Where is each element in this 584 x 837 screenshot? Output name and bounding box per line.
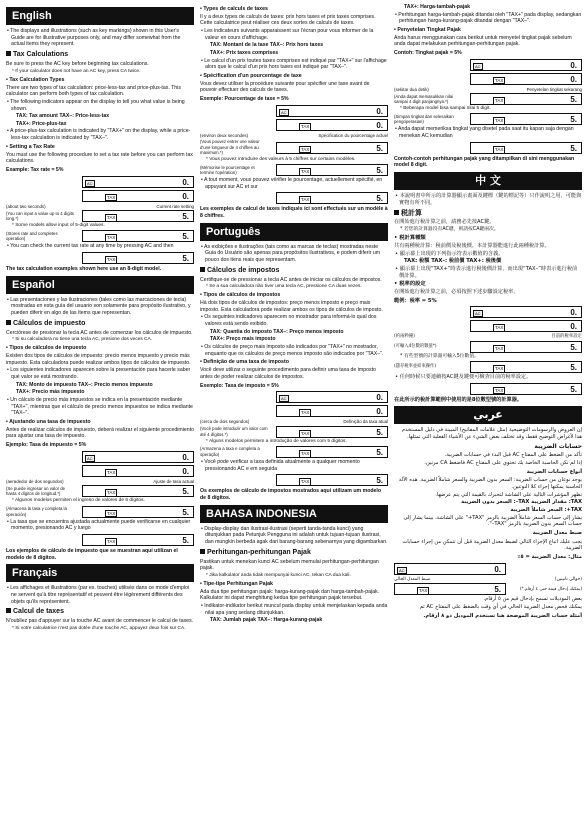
paragraph: 在開始進行稅計算之前，請務必先按AC鍵。 — [394, 219, 495, 226]
tax-indicator: TAX — [419, 588, 428, 594]
bullet: • 任何時候只要連續按AC鍵及鍵便可檢查目前的稅率設定。 — [394, 374, 582, 381]
tax-indicator: TAX — [301, 450, 310, 456]
column-right — [394, 4, 582, 621]
note: * Si su calculadora no tiene una tecla AC, presione dos veces CA. — [6, 337, 194, 343]
display-value: 5. — [570, 342, 577, 352]
tax-indicator: TAX — [107, 510, 116, 516]
bullet: • Anda dapat memeriksa tingkat yang disetel pada saat itu kapan saja dengan menekan AC kemudian — [394, 126, 582, 139]
display-note: (Vous pouvez entrer une valeur d'une longueur de 4 chiffres au maximum.*) — [200, 139, 260, 156]
tax-indicator: TAX — [495, 146, 504, 152]
calculator-display — [470, 113, 582, 125]
tax-indicator: TAX — [107, 235, 116, 241]
tax-indicator: TAX — [495, 325, 504, 331]
calculator-display — [276, 426, 388, 438]
section-title: Perhitungan-perhitungan Pajak — [200, 549, 388, 558]
ac-key-icon: AC — [281, 396, 287, 402]
display-row — [200, 164, 388, 176]
calculator-display — [470, 59, 582, 71]
note: * 若您的計算器沒有AC鍵，則請按CA鍵兩次。 — [394, 227, 582, 233]
calculator-display — [276, 164, 388, 176]
bullet: تظهر المؤشرات التالية على الشاشة لتخبرك بالقيمة التي يتم عرضها. — [435, 491, 582, 498]
bullet: • Los siguientes indicadores aparecen sobre la presentación para hacerle saber qué valor se está mostrando. — [6, 367, 194, 380]
section-title: Cálculos de impuesto — [6, 320, 194, 329]
paragraph: You must use the following procedure to set a tax rate before you can perform tax calculations. — [6, 151, 193, 165]
note: بعض الموديلات تسمح بإدخال قيم من ٥ أرقام. — [483, 596, 582, 603]
calculator-display — [470, 73, 582, 85]
indicator-line: TAX+: Price-plus-tax — [16, 120, 67, 127]
ac-key-icon: AC — [475, 63, 481, 69]
caption-right: Penyetelan tingkat sekarang — [526, 86, 582, 92]
ac-key-icon: AC — [399, 567, 405, 573]
tax-indicator: TAX — [495, 118, 504, 124]
calculator-display — [82, 465, 194, 477]
display-caption — [394, 577, 582, 583]
intro-text: • Display-display dan ilustrasi-ilustrasi (seperti tanda-tanda kunci) yang ditunjukkan pada Petunjuk Pengguna ini adalah untuk tujuan-tujuan ilustrasi, dan mungkin berbeda agak dari barang-barang sebenarnya yang digambarkan. — [200, 526, 388, 546]
tax-indicator: TAX — [301, 197, 310, 203]
paragraph: 共有兩種稅計算：稅前價及稅後價。本計算器能進行此兩種稅計算。 — [394, 242, 550, 249]
subsection-title: • 税計算種類 — [394, 235, 582, 242]
caption-right: Definição da taxa atual — [343, 419, 388, 425]
paragraph: Il y a deux types de calculs de taxes: prix hors taxes et prix taxes comprises. Cette calculatrice peut réaliser ces deux sortes de calculs de taxes. — [200, 13, 376, 27]
caption-left: (حوالي ثانيتين) — [554, 576, 582, 582]
indicator-line: TAX: Jumlah pajak TAX–: Harga-kurang-pajak — [210, 617, 323, 624]
example-title: Example: Tax rate = 5% — [6, 166, 64, 173]
calculator-display — [470, 320, 582, 332]
example-title: Ejemplo: Tasa de impuesto = 5% — [6, 442, 87, 449]
indicator-line: TAX+: السعر شاملاً الضريبة — [510, 507, 582, 514]
note: * Some models allow input of 5-digit values. — [6, 223, 194, 229]
display-row — [394, 341, 582, 353]
caption-left: (約兩秒鐘) — [394, 334, 415, 340]
indicator-line: TAX: Montant de la taxe TAX–: Prix hors taxes — [210, 42, 324, 49]
tax-indicator: TAX — [301, 479, 310, 485]
indicator-line: TAX+: Precio más impuesto — [16, 389, 85, 396]
indicator-line: TAX: 稅額 TAX–: 稅前價 TAX+: 稅後價 — [404, 258, 502, 265]
display-value: 0. — [494, 564, 501, 574]
calculator-display — [276, 105, 388, 117]
calculator-display — [276, 446, 388, 458]
section-title: Cálculos de impostos — [200, 267, 388, 276]
indicator-line: TAX: Tax amount TAX–: Price-less-tax — [16, 113, 110, 120]
intro-text: • Les affichages et illustrations (par ex. touches) utilisés dans ce mode d'emploi ne servent qu'à titre représentatif et peuvent être légèrement différents des objets qu'ils représentent. — [6, 585, 194, 605]
subsection-title: أنواع حسابات الضريبة — [526, 468, 582, 475]
note: * Alguns modelos permitem a introdução de valores com 5 dígitos. — [200, 439, 388, 445]
calculator-display — [82, 230, 194, 242]
bullet: • Les indicateurs suivants apparaissent sur l'écran pour vous informer de la valeur en cours d'affichage. — [200, 28, 388, 41]
paragraph: تأكد من الضغط على المفتاح AC قبل البدء في حسابات الضريبة. — [444, 452, 582, 459]
caption-right: Current rate setting — [156, 203, 194, 209]
example-title: مثال: معدل الضريبة = ٥٪ — [517, 553, 582, 560]
paragraph: Vous devez utiliser la procédure suivante pour spécifier une taxe avant de pouvoir effectuer des calculs de taxes. — [200, 80, 370, 94]
display-row — [6, 506, 194, 518]
paragraph: Você deve utilizar o seguinte procedimento para definir uma taxa de imposto antes de poder realizar cálculos de impostos. — [200, 367, 376, 380]
display-value: 5. — [376, 143, 383, 153]
bullet: • Indikator-indikator berikut muncul pada display untuk menjelaskan kepada anda nilai apa yang sedang ditunjukkan. — [200, 603, 388, 616]
display-value: 5. — [182, 535, 189, 545]
paragraph: Be sure to press the AC key before beginning tax calculations. — [6, 61, 149, 67]
subsection-title: • Spécification d'un pourcentage de taxe — [200, 73, 388, 80]
column-left — [6, 4, 194, 633]
display-value: 5. — [376, 476, 383, 486]
subsection-title: • 税率的設定 — [394, 281, 582, 288]
display-caption — [200, 133, 388, 139]
display-value: 5. — [182, 232, 189, 242]
paragraph: Antes de realizar cálculos de impuesto, deberá realizar el siguiente procedimiento para ajustar una tasa de impuesto. — [6, 426, 195, 440]
note: * Jika kalkulator anda tidak mempunyai kunci AC, tekan CA dua kali. — [200, 573, 388, 579]
calculator-display — [82, 506, 194, 518]
caption-left: (aeradedor de dos segundos) — [6, 478, 64, 484]
example-title: 範例：稅率 = 5% — [394, 297, 437, 304]
bullet: • You can check the current tax rate at any time by pressing AC and then — [6, 243, 194, 250]
calculator-display — [82, 451, 194, 463]
caption-left: (sekitar dua detik) — [394, 86, 429, 92]
display-value: 5. — [570, 95, 577, 105]
note: * If your calculator does not have an AC key, press CA twice. — [6, 69, 194, 75]
bullet: • The following indicators appear on the display to tell you what value is being shown. — [6, 99, 194, 112]
paragraph: 在開始進行稅計算之前，必須按照下述步驟設定稅率。 — [394, 289, 519, 296]
subsection-title: • Tax Calculation Types — [6, 77, 194, 84]
closing-note: أمثلة حساب الضريبة الموضحة هنا تستخدم الموديل ذو ٨ أرقام. — [423, 612, 582, 619]
display-row — [394, 361, 582, 373]
bullet: • Perhitungan harga-tambah-pajak ditandai oleh "TAX+" pada display, sedangkan perhitungan harga-kurang-pajak ditandai dengan "TAX–". — [394, 12, 582, 25]
display-value: 0. — [182, 177, 189, 187]
subsection-title: • Penyetelan Tingkat Pajak — [394, 27, 582, 34]
calculator-display — [276, 391, 388, 403]
display-value: 0. — [376, 393, 383, 403]
calculator-display — [470, 341, 582, 353]
section-header-francais: Français — [6, 564, 194, 582]
tax-indicator: TAX — [107, 194, 116, 200]
closing-note: Los ejemplos de cálculo de impuesto que se muestran aquí utilizan el modelo de 8 dígitos. — [6, 547, 178, 561]
paragraph: There are two types of tax calculation: price-less-tax and price-plus-tax. This calculator can perform both types of tax calculation. — [6, 84, 181, 98]
ac-key-icon: AC — [281, 109, 287, 115]
example-title: Contoh: Tingkat pajak = 5% — [394, 50, 462, 57]
section-header-portugues: Português — [200, 223, 388, 241]
tax-indicator: TAX — [495, 387, 504, 393]
calculator-display — [276, 474, 388, 486]
section-header-espanol: Español — [6, 276, 194, 294]
calculator-display — [470, 142, 582, 154]
ac-key-icon: AC — [87, 180, 93, 186]
section-header-bahasa: BAHASA INDONESIA — [200, 505, 388, 523]
intro-text: • As exibições e ilustrações (tais como as marcas de teclas) mostradas neste Guia do Usuário são apenas para propósitos ilustrativos, e podem diferir um pouco dos itens reais que representam. — [200, 244, 388, 264]
tax-indicator: TAX — [301, 123, 310, 129]
tax-indicator: TAX — [495, 77, 504, 83]
indicator-line: TAX+: Preço mais imposto — [210, 336, 276, 343]
bullet: يمكنك فحص معدل الضريبة الحالي في أي وقت بالضغط على المفتاح AC ثم — [419, 603, 582, 610]
calculator-display — [470, 306, 582, 318]
display-value: 5. — [376, 166, 383, 175]
display-row — [6, 485, 194, 497]
paragraph: يجب عليك اتباع الإجراء التالي لضبط معدل الضريبة قبل أن تتمكن من إجراء حسابات الضريبة. — [402, 538, 582, 552]
intro-text: • The displays and illustrations (such as key markings) shown in this User's Guide are for illustrative purposes only, and may differ somewhat from the actual items they represent. — [6, 28, 194, 48]
example-title: Exemple: Pourcentage de taxe = 5% — [200, 96, 289, 103]
closing-note: Os exemplos de cálculo de impostos mostrados aqui utilizam um modelo de 8 dígitos. — [200, 488, 382, 501]
caption-right: ضبط المعدل الحالي — [394, 576, 431, 582]
closing-note: 在此所示的稅計算範例中使用的是8位數型號的計算器。 — [394, 396, 523, 403]
tax-indicator: TAX — [301, 410, 310, 416]
paragraph: Pastikan untuk menekan kunci AC sebelum memulai perhitungan-perhitungan pajak. — [200, 558, 379, 572]
closing-note: Contoh-contoh perhitungan pajak yang ditampilkan di sini menggunakan model 8 digit. — [394, 155, 575, 169]
closing-note: The tax calculation examples shown here use an 8-digit model. — [6, 265, 162, 272]
display-row — [200, 426, 388, 438]
subsection-title: • Ajustando una tasa de impuesto — [6, 419, 194, 426]
display-note: (儲存稅率並結束操作) — [394, 364, 437, 370]
display-value: 5. — [182, 487, 189, 497]
subsection-title: • Tipos de cálculos de impuesto — [6, 345, 194, 352]
section-header-chinese: 中 文 — [394, 172, 582, 190]
calculator-display — [276, 142, 388, 154]
calculator-display — [276, 119, 388, 131]
paragraph: Existen dos tipos de cálculos de impuesto: precio menos impuesto y precio más impuesto. Esta calculadora puede realizar ambos tipos de cálculos de impuesto. — [6, 353, 191, 366]
tax-indicator: TAX — [301, 169, 310, 174]
paragraph: Certifique-se de pressionar a tecla AC antes de iniciar os cálculos de impostos. — [200, 276, 382, 283]
tax-indicator: TAX — [495, 345, 504, 351]
calculator-display — [82, 190, 194, 202]
column-middle — [200, 4, 388, 625]
display-note: (Se puede ingresar un valor de hasta 4 dígitos de longitud.*) — [6, 485, 66, 497]
display-value: 0. — [182, 452, 189, 462]
tax-indicator: TAX — [107, 469, 116, 475]
display-value: 5. — [494, 585, 501, 595]
note: * Beberapa model bisa sampai nilai 5 digit. — [394, 106, 582, 112]
subsection-title: • Types de calculs de taxes — [200, 6, 388, 13]
indicator-line: TAX+: Prix taxes comprises — [210, 50, 279, 57]
bullet: • A tout moment, vous pouvez vérifier le pourcentage, actuellement spécifié, en appuyant sur AC et sur — [200, 177, 388, 190]
display-row — [6, 210, 194, 222]
display-note: (Você pode introduzir um valor com até 4 dígitos.*) — [200, 426, 268, 437]
display-value: 5. — [570, 115, 577, 125]
section-title: 税計算 — [394, 209, 582, 218]
bullet: • Os cálculos de preço mais imposto são indicados por "TAX+" no mostrador, enquanto que os cálculos de preço menos imposto são indicados por "TAX–". — [200, 344, 388, 357]
display-note: (يمكنك إدخال قيمة حتى ٤ أرقام.*) — [519, 586, 582, 592]
display-value: 5. — [376, 447, 383, 457]
paragraph: Cerciórese de presionar la tecla AC antes de comenzar los cálculos de impuesto. — [6, 329, 193, 336]
display-value: 0. — [570, 308, 577, 318]
display-value: 0. — [182, 466, 189, 476]
indicator-line: TAX: مقدار الضريبة TAX–: السعر بدون الضريبة — [461, 499, 582, 506]
display-note: (Mémorise le pourcentage et termine l'opération) — [200, 164, 255, 175]
paragraph: Anda harus menggunakan cara berikut untuk menyetel tingkat pajak sebelum anda dapat melakukan perhitungan-perhitungan pajak. — [394, 34, 572, 48]
display-caption — [394, 334, 582, 340]
tax-indicator: TAX — [495, 366, 504, 372]
note: * Vous pouvez introduire des valeurs à 5 chiffres sur certains modèles. — [200, 157, 388, 163]
section-header-arabic: عربي — [394, 406, 582, 424]
display-value: 5. — [182, 212, 189, 222]
intro-text: إن العروض والرسومات التوضيحية (مثل علامات المفاتيح) المبينة في دليل المستخدم هذا لأغراض التوضيح فقط، وقد تختلف بعض الشيء عن الأشياء الفعلية التي تمثلها. — [401, 427, 582, 441]
ac-key-icon: AC — [87, 455, 93, 461]
calculator-display — [470, 93, 582, 105]
display-value: 0. — [376, 407, 383, 417]
note: * Si votre calculatrice n'est pas dotée d'une touche AC, appuyez deux fois sur CA. — [6, 626, 194, 632]
intro-text: • Las presentaciones y las ilustraciones (tales como las marcaciones de tecla) mostradas en esta guía del usuario son solamente para propósito ilustrativo, y pueden diferir en algo de las ítems que representan. — [6, 297, 194, 317]
subsection-title: • Tipe-tipe Perhitungan Pajak — [200, 581, 388, 588]
bullet: • Un cálculo de precio más impuestos se indica en la presentación mediante "TAX+", mientras que el cálculo de precio menos impuestos se indica mediante "TAX–". — [6, 397, 194, 417]
calculator-display — [276, 405, 388, 417]
display-caption — [200, 419, 388, 425]
bullet: • Você pode verificar a taxa definida atualmente a qualquer momento pressionando AC e em seguida — [200, 459, 388, 472]
caption-left: (environ deux secondes) — [200, 132, 249, 138]
section-title: حسابات الضريبة — [534, 442, 582, 450]
calculator-display — [394, 563, 506, 575]
paragraph: يوجد نوعان من حساب الضريبة: السعر بدون الضريبة والسعر شاملاً الضريبة. هذه الآلة الحاسبة يمكنها إجراء كلا النوعين. — [398, 477, 582, 491]
bullet: • 顯示幕上出現的下列指示符表示數值的含義。 — [394, 251, 582, 258]
display-note: (Anda dapat memasukkan nilai sampai 4 digit panjangnya.*) — [394, 93, 453, 105]
caption-left: (about two seconds) — [6, 203, 46, 209]
display-caption — [394, 87, 582, 93]
section-title: Tax Calculations — [6, 51, 194, 60]
display-row — [6, 230, 194, 242]
bullet: • A price-plus-tax calculation is indicated by "TAX+" on the display, while a price-less-tax calculation is indicated by "TAX–". — [6, 128, 194, 141]
bullet: • Os seguintes indicadores aparecem no mostrador para informá-lo qual dos valores está sendo exibido. — [200, 314, 388, 327]
display-row — [394, 113, 582, 125]
note: إذا لم تكن الحاسبة الخاصة بك تحتوي على المفتاح AC فاضغط CA مرتين. — [424, 460, 582, 467]
display-note: (Armazena a taxa e completa a operação) — [200, 446, 260, 457]
section-header-english: English — [6, 7, 194, 25]
tax-indicator: TAX — [301, 146, 310, 152]
indicator-line: TAX+: Harga-tambah-pajak — [404, 4, 471, 10]
section-title: Calcul de taxes — [6, 608, 194, 617]
indicator-line: TAX: Quantia do imposto TAX–: Preço menos imposto — [210, 328, 344, 335]
calculator-display — [82, 176, 194, 188]
caption-right: Ajuste de tasa actual — [153, 478, 194, 484]
display-value: 5. — [376, 427, 383, 437]
display-value: 0. — [376, 120, 383, 130]
tax-indicator: TAX — [495, 98, 504, 104]
display-value: 5. — [570, 363, 577, 373]
caption-right: Spécification du pourcentage actuel — [318, 132, 388, 138]
subsection-title: • Tipos de cálculos de impostos — [200, 292, 388, 299]
subsection-title: • Definição de uma taxa de imposto — [200, 359, 388, 366]
display-note: (Stores rate and completes operation) — [6, 230, 58, 242]
calculator-display — [394, 583, 506, 595]
calculator-display — [276, 192, 388, 204]
caption-left: (cerca de dois segundos) — [200, 419, 250, 425]
tax-indicator: TAX — [107, 538, 116, 544]
caption-right: 目前的稅率設定 — [551, 334, 582, 340]
note: * 有些型號的計算器可輸入5位數值。 — [394, 354, 582, 360]
display-note: (可輸入4位數的數值*) — [394, 344, 437, 350]
intro-text: • 本說明書中所示的計算器顯示畫面及鍵標（鍵的標記等）只作說明之用，可能與實物有所不同。 — [394, 193, 582, 206]
ac-key-icon: AC — [475, 311, 481, 317]
display-value: 5. — [376, 194, 383, 204]
bullet: • 顯示幕上出現“TAX+”時表示進行稅後價計算，而出現“TAX–”時表示進行稅前價計算。 — [394, 266, 582, 279]
display-row — [200, 139, 388, 156]
bullet: • La tasa que se encuentra ajustada actualmente puede verificarse en cualquier momento, presionando AC y luego — [6, 519, 194, 532]
display-value: 0. — [376, 106, 383, 116]
display-row — [394, 583, 582, 595]
calculator-display — [82, 252, 194, 264]
tax-indicator: TAX — [107, 490, 116, 496]
closing-note: Les exemples de calcul de taxes indiqués ici sont effectués sur un modèle à 8 chiffres. — [200, 206, 388, 219]
indicator-line: TAX: Monto de impuesto TAX–: Precio menos impuesto — [16, 381, 153, 388]
display-caption — [6, 479, 194, 485]
bullet: • Le calcul d'un prix toutes taxes comprises est indiqué par "TAX+" sur l'affichage alors que le calcul d'un prix hors taxes est indiqué par "TAX–". — [200, 58, 388, 71]
display-note: (You can input a value up to 4 digits long.*) — [6, 210, 74, 222]
paragraph: Ada dua tipe perhitungan pajak: harga-kurang-pajak dan harga-tambah-pajak. Kalkulator ini dapat menghitung kedua tipe perhitungan pajak tersebut. — [200, 588, 380, 602]
note: * Algunos modelos permiten el ingreso de valores de 5 dígitos. — [6, 498, 194, 504]
display-note: (Simpan tingkat dan selesaikan pengoperasian) — [394, 113, 454, 125]
display-value: 0. — [570, 60, 577, 70]
example-title: Exemplo: Taxa de imposto = 5% — [200, 382, 279, 389]
tax-indicator: TAX — [107, 256, 116, 262]
display-value: 5. — [570, 143, 577, 153]
display-value: 0. — [182, 191, 189, 201]
display-row — [200, 446, 388, 458]
calculator-display — [82, 534, 194, 546]
display-value: 5. — [182, 253, 189, 263]
bullet: يشار إلى حساب السعر شاملاً الضريبة بالرمز "TAX+" على الشاشة، بينما يشار إلى حساب السعر بدون الضريبة بالرمز "TAX–". — [403, 514, 582, 528]
calculator-display — [470, 361, 582, 373]
display-value: 5. — [570, 384, 577, 394]
note: * Se a sua calculadora não tiver uma tecla AC, pressione CA duas vezes. — [200, 284, 388, 290]
calculator-display — [82, 210, 194, 222]
calculator-display — [82, 485, 194, 497]
paragraph: Há dois tipos de cálculos de impostos: preço menos imposto e preço mais imposto. Esta calculadora pode realizar ambos os tipos de cálculos de imposto. — [200, 300, 383, 313]
paragraph: N'oubliez pas d'appuyer sur la touche AC avant de commencer le calcul de taxes. — [6, 618, 194, 625]
display-note: (Almacena la tasa y completa la operación) — [6, 506, 67, 517]
subsection-title: • Setting a Tax Rate — [6, 144, 194, 151]
calculator-display — [470, 383, 582, 395]
display-row — [394, 93, 582, 105]
subsection-title: ضبط معدل الضريبة — [532, 530, 582, 537]
display-value: 0. — [570, 74, 577, 84]
tax-indicator: TAX — [301, 430, 310, 436]
display-value: 0. — [570, 322, 577, 332]
display-value: 5. — [182, 507, 189, 517]
tax-indicator: TAX — [107, 215, 116, 221]
display-caption — [6, 204, 194, 210]
